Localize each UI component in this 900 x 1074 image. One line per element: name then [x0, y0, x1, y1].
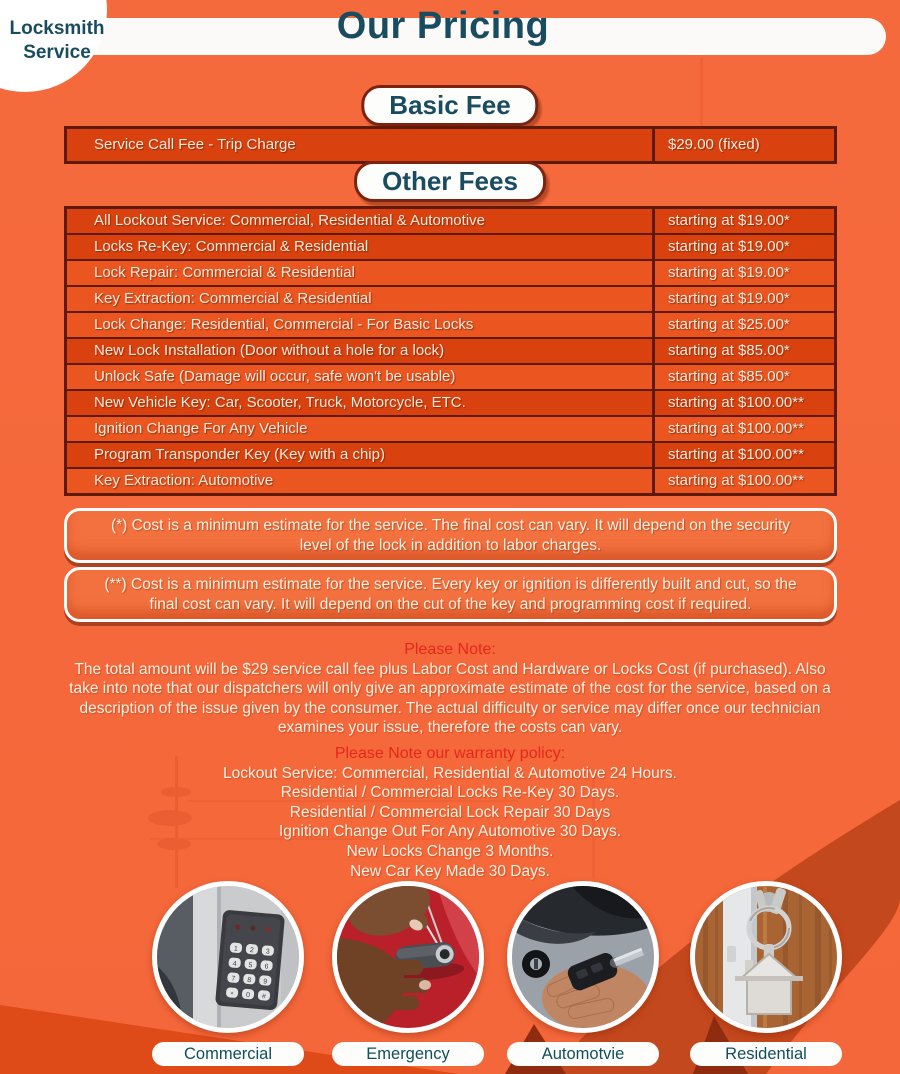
price-cell: starting at $25.00* — [652, 313, 834, 337]
price-cell: starting at $100.00** — [652, 391, 834, 415]
service-cell: Program Transponder Key (Key with a chip) — [94, 446, 385, 463]
table-row — [67, 415, 834, 441]
service-cell: Locks Re-Key: Commercial & Residential — [94, 238, 369, 255]
table-row — [67, 441, 834, 467]
warranty-line: New Car Key Made 30 Days. — [350, 862, 550, 880]
price-cell: starting at $100.00** — [652, 417, 834, 441]
category-label-commercial: Commercial — [152, 1042, 304, 1066]
service-cell: Service Call Fee - Trip Charge — [94, 136, 296, 153]
basic-fee-heading: Basic Fee — [361, 85, 538, 126]
please-note-heading: Please Note: — [404, 641, 496, 658]
other-fees-heading: Other Fees — [354, 161, 546, 202]
price-cell: starting at $85.00* — [652, 339, 834, 363]
svg-text:5: 5 — [248, 961, 253, 970]
table-row — [67, 259, 834, 285]
svg-text:*: * — [230, 991, 234, 999]
price-cell: starting at $19.00* — [652, 261, 834, 285]
warranty-section — [60, 744, 840, 881]
warranty-line: Residential / Commercial Lock Repair 30 Days — [289, 803, 611, 821]
category-label-emergency: Emergency — [332, 1042, 484, 1066]
please-note-section — [60, 640, 840, 738]
basic-fee-table — [64, 126, 837, 164]
svg-text:8: 8 — [246, 976, 252, 985]
table-row — [67, 311, 834, 337]
service-cell: Key Extraction: Automotive — [94, 472, 274, 489]
table-row — [67, 209, 834, 233]
logo-line-1: Locksmith — [9, 18, 105, 39]
logo-line-2: Service — [23, 42, 91, 63]
svg-text:0: 0 — [245, 991, 251, 1000]
warranty-line: Lockout Service: Commercial, Residential & Automotive 24 Hours. — [222, 764, 677, 782]
service-cell: New Vehicle Key: Car, Scooter, Truck, Motorcycle, ETC. — [94, 394, 466, 411]
category-label-residential: Residential — [690, 1042, 842, 1066]
footnote-single-asterisk: (*) Cost is a minimum estimate for the service. The final cost can vary. It will depend on the security level of the lock in addition to labor charges. — [64, 508, 837, 563]
warranty-line: New Locks Change 3 Months. — [346, 842, 554, 860]
page-title: Our Pricing — [336, 5, 550, 47]
footnote-double-asterisk: (**) Cost is a minimum estimate for the service. Every key or ignition is differently built and cut, so the final cost can vary. It will depend on the cut of the key and programming cost if required. — [64, 567, 837, 622]
table-row — [67, 467, 834, 493]
service-cell: Unlock Safe (Damage will occur, safe won't be usable) — [94, 368, 456, 385]
please-note-body: The total amount will be $29 service call fee plus Labor Cost and Hardware or Locks Cost (if purchased). Also take into note that our dispatchers will only give an approximate estimate of the cost for the service, based on a description of the issue given by the consumer. The actual difficulty or service may differ once our technician examines your issue, therefore the costs can vary. — [69, 660, 831, 737]
keypad-lock-photo — [152, 881, 304, 1033]
price-cell: starting at $19.00* — [652, 235, 834, 259]
service-cell: New Lock Installation (Door without a hole for a lock) — [94, 342, 445, 359]
svg-text:7: 7 — [231, 975, 236, 983]
warranty-line: Residential / Commercial Locks Re-Key 30 Days. — [280, 784, 620, 802]
logo — [0, 17, 114, 65]
table-row — [67, 233, 834, 259]
car-key-photo — [507, 881, 659, 1033]
category-label-automotive: Automotvie — [507, 1042, 659, 1066]
svg-text:2: 2 — [249, 947, 255, 955]
service-cell: Lock Repair: Commercial & Residential — [94, 264, 355, 281]
price-cell: starting at $85.00* — [652, 365, 834, 389]
price-cell: starting at $19.00* — [652, 287, 834, 311]
service-cell: Key Extraction: Commercial & Residential — [94, 290, 372, 307]
house-keychain-photo — [690, 881, 842, 1033]
service-cell: Ignition Change For Any Vehicle — [94, 420, 308, 437]
price-cell: starting at $100.00** — [652, 469, 834, 493]
warranty-line: Ignition Change Out For Any Automotive 30 Days. — [278, 823, 622, 841]
table-row — [67, 285, 834, 311]
table-row — [67, 337, 834, 363]
svg-text:1: 1 — [233, 945, 239, 953]
svg-text:6: 6 — [264, 963, 269, 971]
table-row — [67, 129, 834, 161]
price-cell: $29.00 (fixed) — [652, 129, 834, 161]
car-lockout-photo — [332, 881, 484, 1033]
svg-text:9: 9 — [262, 978, 268, 986]
price-cell: starting at $100.00** — [652, 443, 834, 467]
svg-text:#: # — [261, 993, 267, 1001]
other-fees-table — [64, 206, 837, 496]
warranty-heading: Please Note our warranty policy: — [334, 745, 566, 762]
service-cell: Lock Change: Residential, Commercial - For Basic Locks — [94, 316, 474, 333]
svg-text:3: 3 — [265, 948, 271, 956]
table-row — [67, 389, 834, 415]
service-cell: All Lockout Service: Commercial, Residential & Automotive — [94, 212, 485, 229]
price-cell: starting at $19.00* — [652, 209, 834, 233]
svg-text:4: 4 — [232, 960, 237, 968]
table-row — [67, 363, 834, 389]
